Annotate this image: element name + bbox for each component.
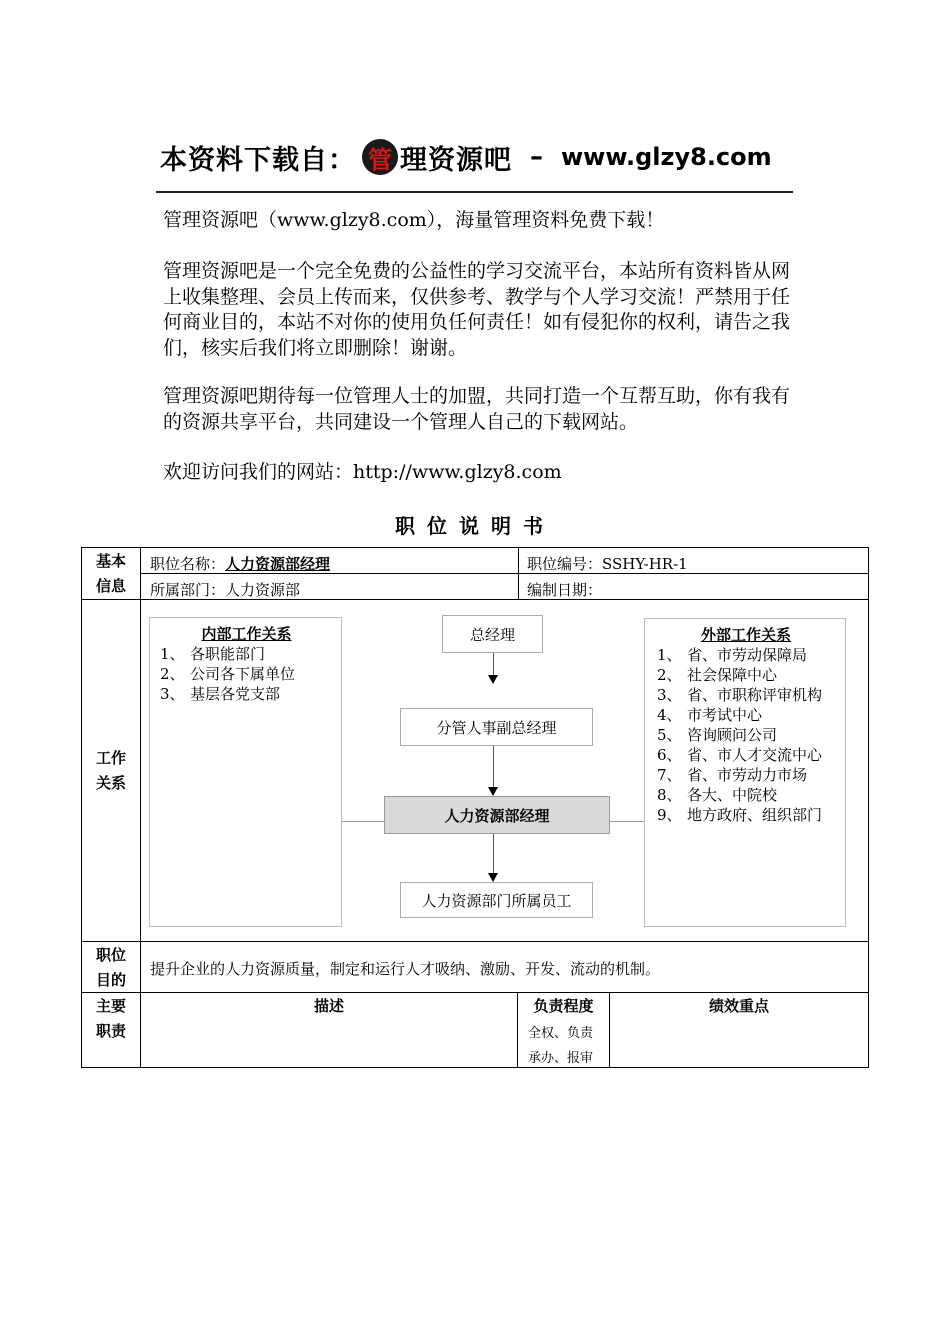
org-line-3: [493, 834, 494, 874]
arrow-down-icon: [488, 787, 498, 796]
org-node-bottom: 人力资源部门所属员工: [400, 882, 593, 918]
position-name-field: [150, 553, 330, 574]
external-relation-item: [657, 745, 835, 765]
internal-relations-title: 内部工作关系: [201, 625, 292, 643]
logo-icon: [362, 139, 398, 175]
external-relation-item: [657, 685, 835, 705]
external-relation-item: [657, 805, 835, 825]
purpose-header-line1: 职位: [95, 946, 126, 964]
duties-header-line2: 职责: [95, 1022, 126, 1040]
position-name-value: 人力资源部经理: [225, 555, 331, 573]
banner-suffix: 理资源吧: [400, 144, 512, 176]
basic-header-line1: 基本: [95, 552, 126, 570]
connector-right: [609, 821, 644, 822]
department-value: 人力资源部: [225, 581, 301, 599]
external-relation-item-text: 各大、中院校: [687, 786, 778, 804]
purpose-header-line2: 目的: [95, 971, 126, 989]
internal-relations-list: [160, 644, 333, 704]
external-relation-item-number: 7、: [657, 766, 682, 784]
org-node-second: 分管人事副总经理: [400, 708, 593, 746]
external-relation-item-number: 2、: [657, 666, 682, 684]
document-title: 职位说明书: [395, 514, 555, 538]
external-relation-item-text: 市考试中心: [687, 706, 763, 724]
col-divider: [140, 547, 141, 1068]
internal-relation-item-text: 基层各党支部: [190, 685, 281, 703]
connector-left: [342, 821, 384, 822]
external-relation-item-text: 省、市劳动保障局: [687, 646, 808, 664]
external-relation-item-number: 6、: [657, 746, 682, 764]
internal-relation-item-number: 1、: [160, 645, 185, 663]
position-code-field: [527, 553, 688, 574]
org-line-1: [493, 653, 494, 676]
external-relations-list: [657, 645, 835, 825]
intro-paragraph-1: 管理资源吧（www.glzy8.com），海量管理资料免费下载！: [163, 209, 665, 231]
external-relation-item: [657, 665, 835, 685]
external-relation-item-number: 3、: [657, 686, 682, 704]
relations-header: [82, 746, 140, 796]
department-label: 所属部门：: [150, 581, 226, 599]
basic-col-divider: [518, 547, 519, 599]
banner-site-link[interactable]: www.glzy8.com: [561, 143, 772, 171]
external-relations-title: 外部工作关系: [700, 626, 791, 644]
relations-header-line2: 关系: [95, 774, 126, 792]
basic-header-line2: 信息: [95, 577, 126, 595]
external-relation-item: [657, 645, 835, 665]
basic-info-header: [82, 549, 140, 599]
duties-header-line1: 主要: [95, 997, 126, 1015]
external-relation-item-number: 9、: [657, 806, 682, 824]
external-relation-item-text: 省、市人才交流中心: [687, 746, 823, 764]
external-relation-item-text: 省、市劳动力市场: [687, 766, 808, 784]
position-name-label: 职位名称：: [150, 555, 226, 573]
external-relation-item-number: 5、: [657, 726, 682, 744]
banner-divider: [156, 191, 793, 193]
duties-header: [82, 994, 140, 1044]
duties-col-description: 描述: [313, 997, 344, 1015]
banner-dash: –: [530, 142, 543, 172]
external-relations-box: [644, 618, 846, 927]
position-code-label: 职位编号：: [527, 555, 603, 573]
internal-relation-item: [160, 644, 333, 664]
external-relation-item-number: 8、: [657, 786, 682, 804]
purpose-header: [82, 943, 140, 993]
responsibility-levels: [528, 1021, 593, 1071]
purpose-text: 提升企业的人力资源质量，制定和运行人才吸纳、激励、开发、流动的机制。: [150, 960, 661, 978]
row-divider-purpose: [81, 992, 869, 993]
external-relation-item: [657, 725, 835, 745]
responsibility-line-2: 承办、报审: [528, 1051, 594, 1066]
org-node-top: 总经理: [442, 615, 543, 653]
org-line-2: [493, 746, 494, 788]
external-relation-item-number: 1、: [657, 646, 682, 664]
org-node-main: 人力资源部经理: [384, 796, 610, 834]
relations-header-line1: 工作: [95, 749, 126, 767]
internal-relation-item-text: 公司各下属单位: [190, 665, 296, 683]
external-relation-item-number: 4、: [657, 706, 682, 724]
external-relation-item: [657, 785, 835, 805]
responsibility-line-1: 全权、负责: [528, 1026, 594, 1041]
internal-relations-box: [149, 617, 342, 927]
banner-prefix: 本资料下载自：: [160, 144, 356, 176]
external-relation-item-text: 咨询顾问公司: [687, 726, 778, 744]
intro-paragraph-4: 欢迎访问我们的网站：http://www.glzy8.com: [163, 461, 562, 483]
row-divider-relations: [81, 941, 869, 942]
internal-relation-item-number: 3、: [160, 685, 185, 703]
duties-col-responsibility: 负责程度: [533, 997, 594, 1015]
external-relation-item-text: 社会保障中心: [687, 666, 778, 684]
internal-relation-item-number: 2、: [160, 665, 185, 683]
position-code-value: SSHY-HR-1: [602, 555, 688, 573]
external-relation-item: [657, 705, 835, 725]
internal-relation-item-text: 各职能部门: [190, 645, 266, 663]
download-banner: [160, 132, 800, 182]
arrow-down-icon: [488, 675, 498, 684]
arrow-down-icon: [488, 873, 498, 882]
intro-paragraph-3: 管理资源吧期待每一位管理人士的加盟，共同打造一个互帮互助，你有我有的资源共享平台，共同建设一个管理人自己的下载网站。: [163, 385, 791, 433]
internal-relation-item: [160, 684, 333, 704]
external-relation-item-text: 省、市职称评审机构: [687, 686, 823, 704]
duties-col-performance: 绩效重点: [708, 997, 769, 1015]
external-relation-item: [657, 765, 835, 785]
department-field: [150, 579, 300, 600]
external-relation-item-text: 地方政府、组织部门: [687, 806, 823, 824]
intro-paragraph-2: 管理资源吧是一个完全免费的公益性的学习交流平台，本站所有资料皆从网上收集整理、会员上传而来，仅供参考、教学与个人学习交流！严禁用于任何商业目的，本站不对你的使用负任何责任！如有侵犯你的权利，请告之我们，核实后我们将立即删除！谢谢。: [163, 260, 791, 359]
internal-relation-item: [160, 664, 333, 684]
logo-char: 管: [368, 145, 392, 174]
date-label: 编制日期：: [527, 581, 603, 599]
date-field: [527, 579, 602, 600]
